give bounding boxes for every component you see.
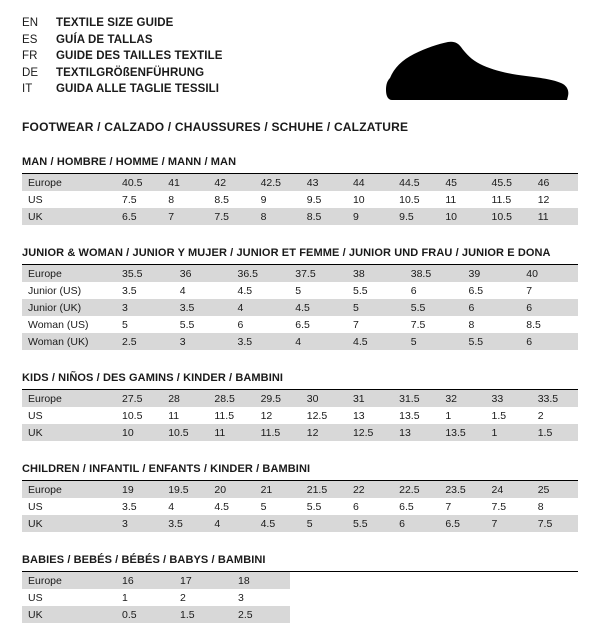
size-cell: 10 bbox=[352, 193, 365, 206]
row-label: Junior (UK) bbox=[22, 299, 116, 316]
size-cell: 5.5 bbox=[353, 284, 368, 297]
size-cell: 1.5 bbox=[532, 424, 578, 441]
size-cell: 7.5 bbox=[410, 318, 426, 331]
size-cell: 31 bbox=[347, 390, 393, 407]
language-code: FR bbox=[22, 50, 38, 62]
size-cell: 8 bbox=[537, 500, 544, 513]
size-cell: 5.5 bbox=[463, 333, 521, 350]
row-label: UK bbox=[22, 424, 116, 441]
size-cell: 1.5 bbox=[491, 409, 507, 422]
language-code: EN bbox=[22, 17, 39, 29]
table-row bbox=[22, 191, 578, 208]
size-cell: 5 bbox=[405, 333, 463, 350]
size-cell: 45 bbox=[439, 174, 485, 191]
size-cell: 6 bbox=[393, 515, 439, 532]
row-label: Europe bbox=[22, 390, 116, 407]
table-row bbox=[22, 606, 578, 623]
size-cell: 7 bbox=[486, 515, 532, 532]
size-cell: 8 bbox=[255, 208, 301, 225]
language-row bbox=[22, 82, 223, 98]
size-cell: 36.5 bbox=[232, 265, 290, 282]
size-cell: 3.5 bbox=[174, 299, 232, 316]
size-cell: 10.5 bbox=[486, 208, 532, 225]
row-label: Junior (US) bbox=[28, 284, 82, 297]
size-cell: 21 bbox=[255, 481, 301, 498]
size-cell: 5.5 bbox=[306, 500, 322, 513]
size-cell: 7.5 bbox=[532, 515, 578, 532]
page-header bbox=[22, 16, 578, 108]
size-cell: 42 bbox=[208, 174, 254, 191]
size-cell: 6.5 bbox=[468, 284, 484, 297]
size-table bbox=[22, 174, 578, 225]
size-cell: 18 bbox=[232, 572, 290, 589]
size-cell: 10 bbox=[439, 208, 485, 225]
dress-shoe-icon bbox=[380, 32, 570, 112]
language-title: GUÍA DE TALLAS bbox=[56, 33, 153, 46]
table-row bbox=[22, 589, 578, 606]
size-cell: 17 bbox=[174, 572, 232, 589]
category-title: FOOTWEAR / CALZADO / CHAUSSURES / SCHUHE / CALZATURE bbox=[22, 120, 409, 134]
size-cell: 45.5 bbox=[486, 174, 532, 191]
row-label: US bbox=[28, 500, 43, 513]
size-cell: 22 bbox=[347, 481, 393, 498]
language-row bbox=[22, 33, 223, 49]
language-title: TEXTILGRÖßENFÜHRUNG bbox=[56, 66, 205, 79]
row-label: Europe bbox=[22, 572, 116, 589]
size-cell: 7 bbox=[162, 208, 208, 225]
table-row bbox=[22, 498, 578, 515]
table-row bbox=[22, 174, 578, 191]
size-cell: 44 bbox=[347, 174, 393, 191]
language-code: DE bbox=[22, 66, 39, 79]
size-cell: 43 bbox=[301, 174, 347, 191]
size-cell: 12 bbox=[537, 193, 550, 206]
size-cell: 31.5 bbox=[393, 390, 439, 407]
size-cell: 13.5 bbox=[439, 424, 485, 441]
size-cell: 1 bbox=[122, 591, 128, 604]
language-code: ES bbox=[22, 33, 38, 46]
size-cell: 4 bbox=[208, 515, 254, 532]
language-title: GUIDA ALLE TAGLIE TESSILI bbox=[56, 83, 220, 95]
size-cell: 13.5 bbox=[399, 409, 420, 422]
row-label: Woman (UK) bbox=[22, 333, 116, 350]
size-cell: 12.5 bbox=[347, 424, 393, 441]
size-cell: 3.5 bbox=[122, 500, 137, 513]
size-cell: 33.5 bbox=[532, 390, 578, 407]
table-row bbox=[22, 407, 578, 424]
size-group bbox=[22, 554, 578, 623]
size-cell: 13 bbox=[393, 424, 439, 441]
size-cell: 10.5 bbox=[162, 424, 208, 441]
size-cell: 4 bbox=[232, 299, 290, 316]
size-cell: 11 bbox=[445, 193, 457, 206]
size-cell: 9 bbox=[347, 208, 393, 225]
size-cell: 35.5 bbox=[116, 265, 174, 282]
row-label: US bbox=[28, 409, 43, 422]
size-group bbox=[22, 372, 578, 441]
size-cell: 32 bbox=[439, 390, 485, 407]
size-cell: 9.5 bbox=[306, 193, 322, 206]
language-row bbox=[22, 16, 223, 32]
table-filler-cell bbox=[290, 589, 578, 606]
row-label: UK bbox=[22, 606, 116, 623]
size-cell: 5 bbox=[122, 318, 128, 331]
size-cell: 37.5 bbox=[289, 265, 347, 282]
size-cell: 8 bbox=[468, 318, 475, 331]
size-group-title: BABIES / BEBÉS / BÉBÉS / BABYS / BAMBINI bbox=[22, 554, 578, 572]
row-label: US bbox=[28, 591, 43, 604]
table-row bbox=[22, 481, 578, 498]
size-cell: 5 bbox=[301, 515, 347, 532]
size-cell: 23.5 bbox=[439, 481, 485, 498]
size-cell: 11 bbox=[532, 208, 578, 225]
size-cell: 7 bbox=[445, 500, 452, 513]
size-cell: 28 bbox=[162, 390, 208, 407]
size-cell: 3 bbox=[238, 591, 244, 604]
size-cell: 2.5 bbox=[116, 333, 174, 350]
size-cell: 9 bbox=[260, 193, 267, 206]
size-cell: 6 bbox=[463, 299, 521, 316]
size-cell: 46 bbox=[532, 174, 578, 191]
size-cell: 3.5 bbox=[122, 284, 137, 297]
size-cell: 12 bbox=[260, 409, 273, 422]
size-cell: 5 bbox=[347, 299, 405, 316]
size-cell: 8.5 bbox=[301, 208, 347, 225]
size-cell: 22.5 bbox=[393, 481, 439, 498]
size-cell: 2 bbox=[180, 591, 186, 604]
size-cell: 30 bbox=[301, 390, 347, 407]
size-table bbox=[22, 265, 578, 350]
size-cell: 12.5 bbox=[306, 409, 328, 422]
size-cell: 7.5 bbox=[122, 193, 137, 206]
size-cell: 27.5 bbox=[116, 390, 162, 407]
size-cell: 1.5 bbox=[174, 606, 232, 623]
table-filler-cell bbox=[290, 572, 578, 589]
size-cell: 6.5 bbox=[399, 500, 414, 513]
row-label: Europe bbox=[22, 265, 116, 282]
size-cell: 19.5 bbox=[162, 481, 208, 498]
size-cell: 12 bbox=[301, 424, 347, 441]
size-cell: 2 bbox=[537, 409, 544, 422]
size-cell: 7.5 bbox=[491, 500, 507, 513]
size-cell: 6.5 bbox=[295, 318, 310, 331]
size-cell: 6 bbox=[520, 333, 578, 350]
size-cell: 7 bbox=[526, 284, 533, 297]
table-row bbox=[22, 390, 578, 407]
size-cell: 11 bbox=[168, 409, 180, 422]
size-cell: 3.5 bbox=[232, 333, 290, 350]
size-cell: 21.5 bbox=[301, 481, 347, 498]
language-title: TEXTILE SIZE GUIDE bbox=[56, 17, 174, 29]
size-table bbox=[22, 572, 578, 623]
size-cell: 24 bbox=[486, 481, 532, 498]
size-cell: 10.5 bbox=[122, 409, 143, 422]
size-cell: 6.5 bbox=[116, 208, 162, 225]
language-title: GUIDE DES TAILLES TEXTILE bbox=[56, 50, 223, 62]
table-row bbox=[22, 424, 578, 441]
size-cell: 38.5 bbox=[405, 265, 463, 282]
size-group bbox=[22, 463, 578, 532]
language-row bbox=[22, 66, 223, 82]
size-cell: 9.5 bbox=[393, 208, 439, 225]
size-cell: 36 bbox=[174, 265, 232, 282]
size-cell: 3 bbox=[174, 333, 232, 350]
size-cell: 13 bbox=[352, 409, 365, 422]
size-group-title: CHILDREN / INFANTIL / ENFANTS / KINDER / BAMBINI bbox=[22, 463, 578, 481]
size-cell: 4.5 bbox=[255, 515, 301, 532]
table-row bbox=[22, 515, 578, 532]
table-row bbox=[22, 299, 578, 316]
size-cell: 11.5 bbox=[491, 193, 512, 206]
size-cell: 28.5 bbox=[208, 390, 254, 407]
table-row bbox=[22, 316, 578, 333]
size-cell: 16 bbox=[116, 572, 174, 589]
size-cell: 10.5 bbox=[399, 193, 420, 206]
size-cell: 38 bbox=[347, 265, 405, 282]
size-cell: 6 bbox=[410, 284, 417, 297]
size-cell: 3.5 bbox=[162, 515, 208, 532]
size-cell: 5 bbox=[260, 500, 267, 513]
size-cell: 8.5 bbox=[526, 318, 541, 331]
size-cell: 7 bbox=[353, 318, 359, 331]
size-group bbox=[22, 156, 578, 225]
size-cell: 44.5 bbox=[393, 174, 439, 191]
size-cell: 11.5 bbox=[255, 424, 301, 441]
size-cell: 40 bbox=[520, 265, 578, 282]
size-cell: 5 bbox=[295, 284, 302, 297]
size-cell: 4.5 bbox=[289, 299, 347, 316]
size-cell: 4 bbox=[179, 284, 186, 297]
size-cell: 5.5 bbox=[405, 299, 463, 316]
size-cell: 33 bbox=[486, 390, 532, 407]
size-cell: 4.5 bbox=[347, 333, 405, 350]
size-cell: 4.5 bbox=[214, 500, 229, 513]
size-cell: 7.5 bbox=[208, 208, 254, 225]
size-cell: 29.5 bbox=[255, 390, 301, 407]
table-row bbox=[22, 265, 578, 282]
size-group-title: JUNIOR & WOMAN / JUNIOR Y MUJER / JUNIOR ET FEMME / JUNIOR UND FRAU / JUNIOR E DONA bbox=[22, 247, 578, 265]
size-group bbox=[22, 247, 578, 350]
table-row bbox=[22, 208, 578, 225]
row-label: Woman (US) bbox=[28, 318, 89, 331]
table-row bbox=[22, 333, 578, 350]
size-group-title: MAN / HOMBRE / HOMME / MANN / MAN bbox=[22, 156, 578, 174]
size-cell: 40.5 bbox=[116, 174, 162, 191]
size-cell: 20 bbox=[208, 481, 254, 498]
language-code: IT bbox=[22, 83, 33, 95]
size-cell: 42.5 bbox=[255, 174, 301, 191]
size-cell: 6 bbox=[520, 299, 578, 316]
row-label: UK bbox=[22, 208, 116, 225]
size-cell: 25 bbox=[532, 481, 578, 498]
size-cell: 10 bbox=[116, 424, 162, 441]
row-label: UK bbox=[22, 515, 116, 532]
size-cell: 2.5 bbox=[232, 606, 290, 623]
table-row bbox=[22, 572, 578, 589]
size-cell: 4.5 bbox=[237, 284, 253, 297]
size-cell: 39 bbox=[463, 265, 521, 282]
size-cell: 6 bbox=[352, 500, 359, 513]
size-cell: 0.5 bbox=[116, 606, 174, 623]
table-filler-cell bbox=[290, 606, 578, 623]
row-label: Europe bbox=[22, 481, 116, 498]
table-row bbox=[22, 282, 578, 299]
size-cell: 4 bbox=[289, 333, 347, 350]
size-cell: 6.5 bbox=[439, 515, 485, 532]
size-cell: 4 bbox=[168, 500, 175, 513]
size-cell: 1 bbox=[445, 409, 452, 422]
size-cell: 19 bbox=[116, 481, 162, 498]
size-table bbox=[22, 390, 578, 441]
size-cell: 11 bbox=[208, 424, 254, 441]
size-cell: 1 bbox=[486, 424, 532, 441]
size-cell: 3 bbox=[116, 515, 162, 532]
size-cell: 8 bbox=[168, 193, 175, 206]
size-group-title: KIDS / NIÑOS / DES GAMINS / KINDER / BAMBINI bbox=[22, 372, 578, 390]
row-label: US bbox=[28, 193, 43, 206]
size-cell: 8.5 bbox=[214, 193, 229, 206]
language-title-list bbox=[22, 16, 223, 98]
size-tables-container bbox=[22, 156, 578, 623]
size-cell: 41 bbox=[162, 174, 208, 191]
size-cell: 5.5 bbox=[347, 515, 393, 532]
size-table bbox=[22, 481, 578, 532]
size-cell: 11.5 bbox=[214, 409, 235, 422]
size-cell: 6 bbox=[237, 318, 244, 331]
size-cell: 5.5 bbox=[179, 318, 195, 331]
language-row bbox=[22, 49, 223, 65]
row-label: Europe bbox=[22, 174, 116, 191]
size-cell: 3 bbox=[116, 299, 174, 316]
